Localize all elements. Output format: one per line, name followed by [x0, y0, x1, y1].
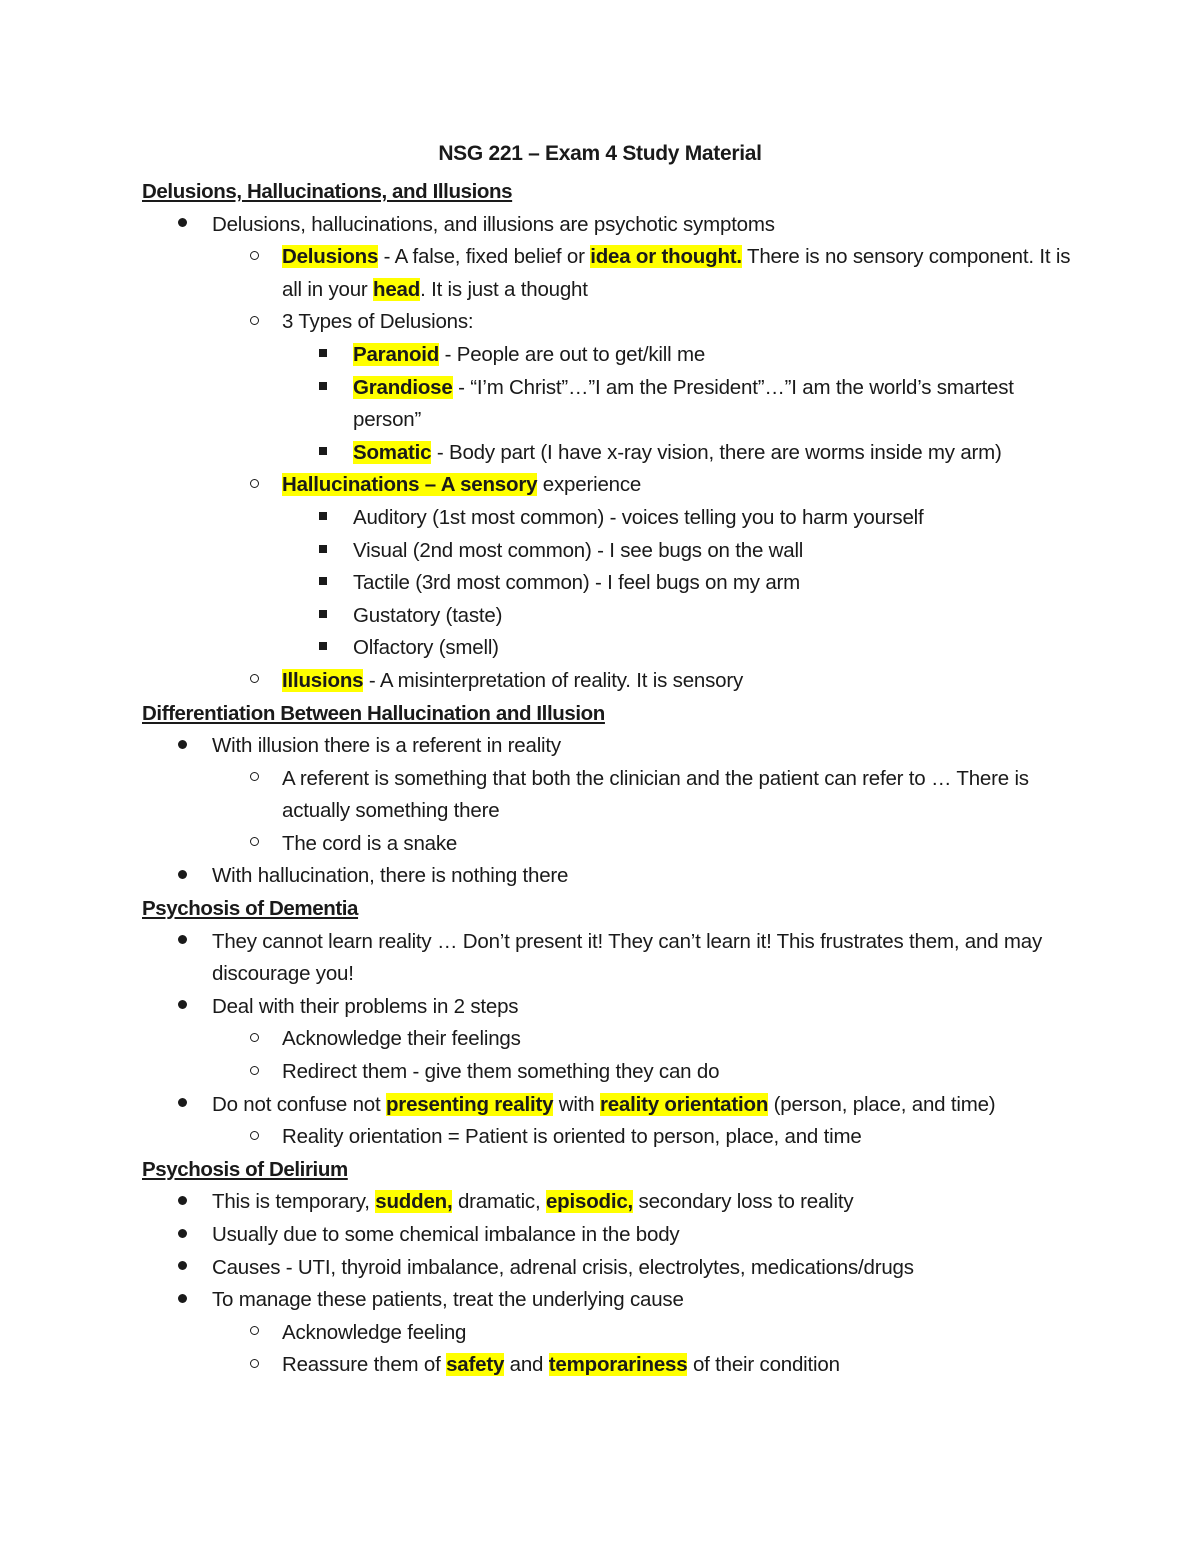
highlighted-term: Hallucinations – A sensory [282, 473, 538, 497]
list-item [142, 1219, 1072, 1252]
list-item [142, 502, 1072, 535]
section-heading: Psychosis of Dementia [142, 897, 359, 921]
section-heading: Delusions, Hallucinations, and Illusions [142, 180, 513, 203]
highlighted-term: reality orientation [599, 1092, 769, 1116]
item-text: experience [537, 473, 642, 497]
item-text: Auditory (1st most common) - voices telling you to harm yourself [353, 505, 924, 529]
list-item [142, 828, 1072, 861]
item-text: Acknowledge their feelings [282, 1027, 521, 1051]
item-text: with [553, 1092, 600, 1116]
document-body [142, 176, 1072, 1382]
bullet-dot-icon [172, 730, 192, 763]
bullet-square-icon [313, 372, 333, 405]
list-item [142, 763, 1072, 828]
bullet-dot-icon [172, 1089, 192, 1122]
item-text: This is temporary, [212, 1190, 376, 1214]
list-item [142, 1317, 1072, 1350]
list-item [142, 926, 1072, 991]
highlighted-term: Paranoid [353, 342, 440, 366]
bullet-dot-icon [172, 1284, 192, 1317]
list-item [142, 1186, 1072, 1219]
bullet-square-icon [313, 600, 333, 633]
list-item [142, 469, 1072, 502]
bullet-circle-icon [244, 306, 264, 339]
item-text: Visual (2nd most common) - I see bugs on the wall [353, 538, 804, 562]
item-text: 3 Types of Delusions: [282, 310, 474, 334]
item-text: Deal with their problems in 2 steps [212, 994, 519, 1018]
bullet-circle-icon [244, 1121, 264, 1154]
highlighted-term: presenting reality [385, 1092, 554, 1116]
list-item [142, 991, 1072, 1024]
bullet-square-icon [313, 535, 333, 568]
item-text: of their condition [687, 1353, 840, 1377]
bullet-dot-icon [172, 1186, 192, 1219]
item-text: Do not confuse not [212, 1092, 386, 1116]
list-item [142, 241, 1072, 306]
item-text: dramatic, [452, 1190, 546, 1214]
section-heading: Psychosis of Delirium [142, 1157, 348, 1181]
section-heading: Differentiation Between Hallucination and Illusion [142, 701, 605, 725]
item-text: - “I’m Christ”…”I am the President”…”I am the world’s smartest person” [353, 375, 1014, 432]
list-item [142, 372, 1072, 437]
bullet-dot-icon [172, 926, 192, 959]
item-text: - Body part (I have x-ray vision, there are worms inside my arm) [431, 440, 1002, 464]
item-text: Usually due to some chemical imbalance in the body [212, 1223, 680, 1246]
highlighted-term: safety [446, 1353, 505, 1377]
bullet-dot-icon [172, 1219, 192, 1252]
bullet-dot-icon [172, 209, 192, 242]
document-title: NSG 221 – Exam 4 Study Material [438, 142, 762, 165]
bullet-circle-icon [244, 1317, 264, 1350]
list-item [142, 1252, 1072, 1285]
bullet-circle-icon [244, 665, 264, 698]
bullet-circle-icon [244, 828, 264, 861]
item-text: - A false, fixed belief or [378, 245, 591, 269]
item-text: Tactile (3rd most common) - I feel bugs on my arm [353, 571, 801, 595]
item-text: With illusion there is a referent in reality [212, 734, 561, 758]
highlighted-term: temporariness [548, 1353, 688, 1377]
list-item [142, 600, 1072, 633]
list-item [142, 860, 1072, 893]
list-item [142, 1023, 1072, 1056]
bullet-square-icon [313, 339, 333, 372]
item-text: . It is just a thought [420, 277, 588, 301]
highlighted-term: head [373, 277, 421, 301]
list-item [142, 209, 1072, 242]
item-text: Reality orientation = Patient is oriented to person, place, and time [282, 1125, 862, 1149]
list-item [142, 665, 1072, 698]
bullet-circle-icon [244, 1349, 264, 1382]
bullet-circle-icon [244, 1056, 264, 1089]
item-text: To manage these patients, treat the underlying cause [212, 1288, 684, 1312]
list-item [142, 1349, 1072, 1382]
bullet-dot-icon [172, 860, 192, 893]
bullet-circle-icon [244, 763, 264, 796]
bullet-square-icon [313, 437, 333, 470]
list-item [142, 306, 1072, 339]
item-text: (person, place, and time) [768, 1092, 996, 1116]
highlighted-term: Delusions [282, 245, 379, 269]
list-item [142, 535, 1072, 568]
bullet-square-icon [313, 567, 333, 600]
bullet-circle-icon [244, 469, 264, 502]
item-text: Redirect them - give them something they can do [282, 1060, 720, 1084]
item-text: Reassure them of [282, 1353, 447, 1377]
bullet-square-icon [313, 502, 333, 535]
item-text: The cord is a snake [282, 831, 458, 855]
highlighted-term: episodic, [545, 1190, 634, 1214]
item-text: Acknowledge feeling [282, 1320, 467, 1344]
item-text: Olfactory (smell) [353, 636, 499, 660]
highlighted-term: sudden, [375, 1190, 453, 1214]
list-item [142, 1284, 1072, 1317]
list-item [142, 1089, 1072, 1122]
list-item [142, 437, 1072, 470]
list-item [142, 339, 1072, 372]
list-item [142, 730, 1072, 763]
bullet-square-icon [313, 632, 333, 665]
list-item [142, 1056, 1072, 1089]
list-item [142, 632, 1072, 665]
item-text: Gustatory (taste) [353, 603, 503, 627]
list-item [142, 1121, 1072, 1154]
highlighted-term: Somatic [353, 440, 432, 464]
bullet-dot-icon [172, 1252, 192, 1285]
bullet-circle-icon [244, 241, 264, 274]
item-text: They cannot learn reality … Don’t present it! They can’t learn it! This frustrates them, and may discourage you! [212, 929, 1043, 986]
bullet-circle-icon [244, 1023, 264, 1056]
bullet-dot-icon [172, 991, 192, 1024]
highlighted-term: idea or thought. [590, 245, 742, 269]
item-text: Causes - UTI, thyroid imbalance, adrenal crisis, electrolytes, medications/drugs [212, 1255, 914, 1279]
highlighted-term: Grandiose [353, 375, 453, 399]
item-text: With hallucination, there is nothing there [212, 864, 569, 888]
item-text: Delusions, hallucinations, and illusions are psychotic symptoms [212, 212, 775, 236]
highlighted-term: Illusions [282, 668, 364, 692]
list-item [142, 567, 1072, 600]
item-text: and [504, 1353, 549, 1377]
item-text: A referent is something that both the clinician and the patient can refer to … There is actually something there [282, 766, 1029, 823]
item-text: - A misinterpretation of reality. It is sensory [363, 668, 744, 692]
item-text: - People are out to get/kill me [439, 342, 706, 366]
item-text: secondary loss to reality [633, 1190, 854, 1214]
item-text: There is no sensory component. It is all in your [282, 245, 1071, 301]
